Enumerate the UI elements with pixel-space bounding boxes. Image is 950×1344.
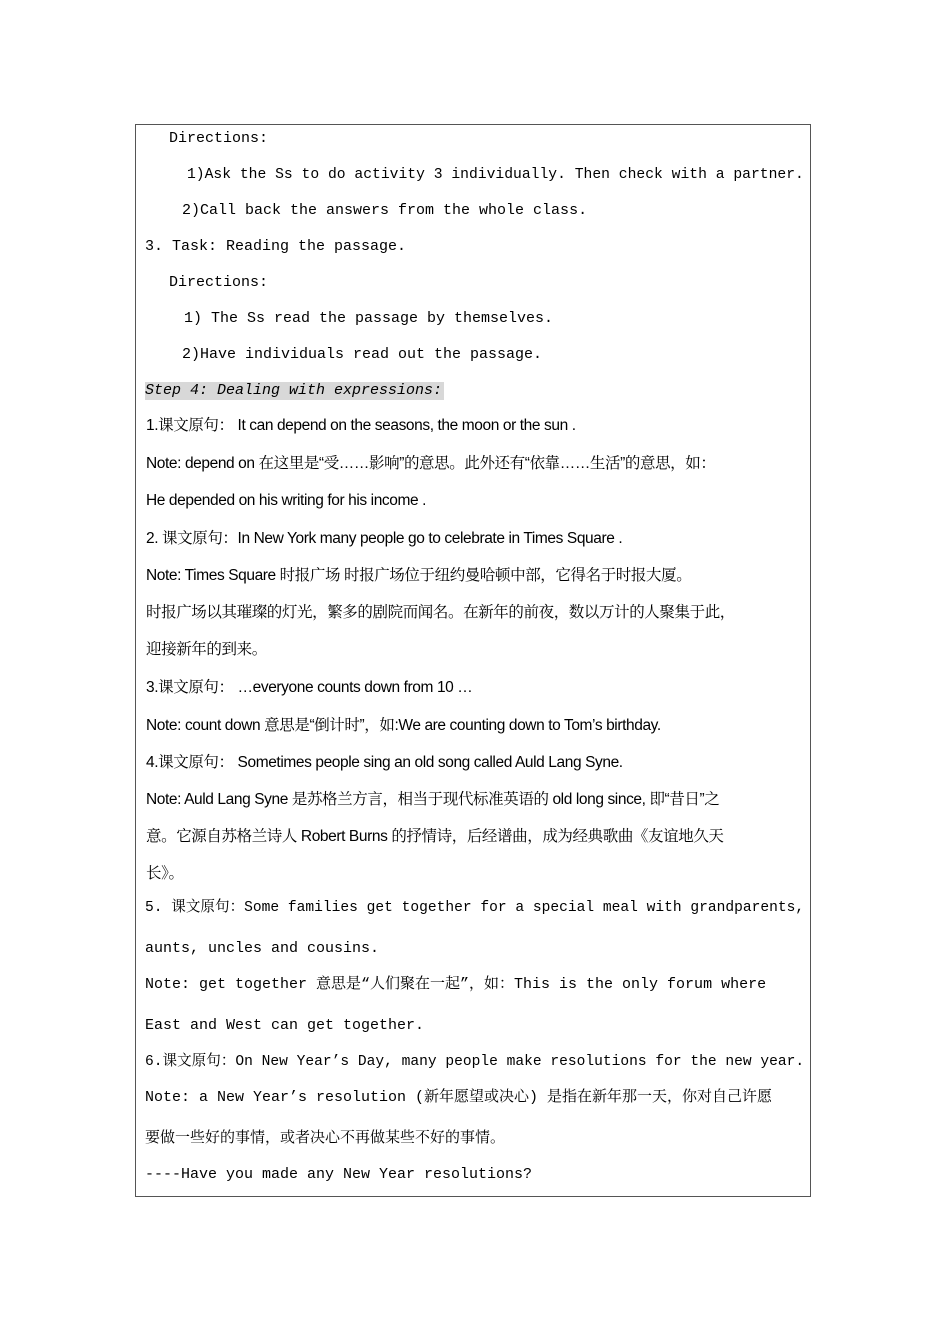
note-4-line-1: Note: Auld Lang Syne 是苏格兰方言，相当于现代标准英语的 old long since, 即“昔日”之	[146, 791, 720, 808]
note-3: Note: count down 意思是“倒计时”，如:We are counting down to Tom’s birthday.	[146, 717, 661, 734]
note-1-line-2: He depended on his writing for his income .	[146, 492, 427, 509]
note-4-line-3: 长》。	[146, 865, 184, 882]
note-2-line-1: Note: Times Square 时报广场 时报广场位于纽约曼哈顿中部，它得名于时报大厦。	[146, 567, 692, 584]
note-2-line-2: 时报广场以其璀璨的灯光，繁多的剧院而闻名。在新年的前夜，数以万计的人聚集于此，	[146, 604, 735, 621]
sentence-4: 4.课文原句： Sometimes people sing an old song called Auld Lang Syne.	[146, 754, 623, 771]
sentence-2: 2. 课文原句：In New York many people go to celebrate in Times Square .	[146, 530, 623, 547]
direction-item-1-2: 2)Call back the answers from the whole class.	[182, 202, 588, 219]
direction-item-2-2: 2)Have individuals read out the passage.	[182, 346, 543, 363]
direction-item-1-1: 1)Ask the Ss to do activity 3 individually. Then check with a partner.	[187, 166, 804, 183]
directions-heading-1: Directions:	[169, 130, 269, 147]
note-2-line-3: 迎接新年的到来。	[146, 641, 267, 658]
note-1-line-1: Note: depend on 在这里是“受……影响”的意思。此外还有“依靠……生活”的意思，如：	[146, 455, 716, 472]
lesson-plan-box	[135, 124, 811, 1197]
note-4-line-2: 意。它源自苏格兰诗人 Robert Burns 的抒情诗，后经谱曲，成为经典歌曲《友谊地久天	[146, 828, 724, 845]
sentence-5-line-2: aunts, uncles and cousins.	[145, 940, 380, 957]
directions-heading-2: Directions:	[169, 274, 269, 291]
note-5-line-1: Note: get together 意思是“人们聚在一起”，如：This is the only forum where	[145, 976, 767, 993]
step-4-heading: Step 4: Dealing with expressions:	[145, 382, 443, 399]
note-5-line-2: East and West can get together.	[145, 1017, 425, 1034]
sentence-1: 1.课文原句： It can depend on the seasons, the moon or the sun .	[146, 417, 576, 434]
task-heading-3: 3. Task: Reading the passage.	[145, 238, 407, 255]
note-6-line-2: 要做一些好的事情，或者决心不再做某些不好的事情。	[145, 1130, 506, 1147]
example-question: ----Have you made any New Year resolutions?	[145, 1166, 533, 1183]
sentence-5-line-1: 5. 课文原句：Some families get together for a special meal with grandparents,	[145, 899, 805, 916]
sentence-3: 3.课文原句： …everyone counts down from 10 …	[146, 679, 473, 696]
note-6-line-1: Note: a New Year’s resolution (新年愿望或决心) 是指在新年那一天，你对自己许愿	[145, 1089, 773, 1106]
sentence-6: 6.课文原句：On New Year’s Day, many people make resolutions for the new year.	[145, 1053, 805, 1070]
direction-item-2-1: 1) The Ss read the passage by themselves.	[184, 310, 554, 327]
